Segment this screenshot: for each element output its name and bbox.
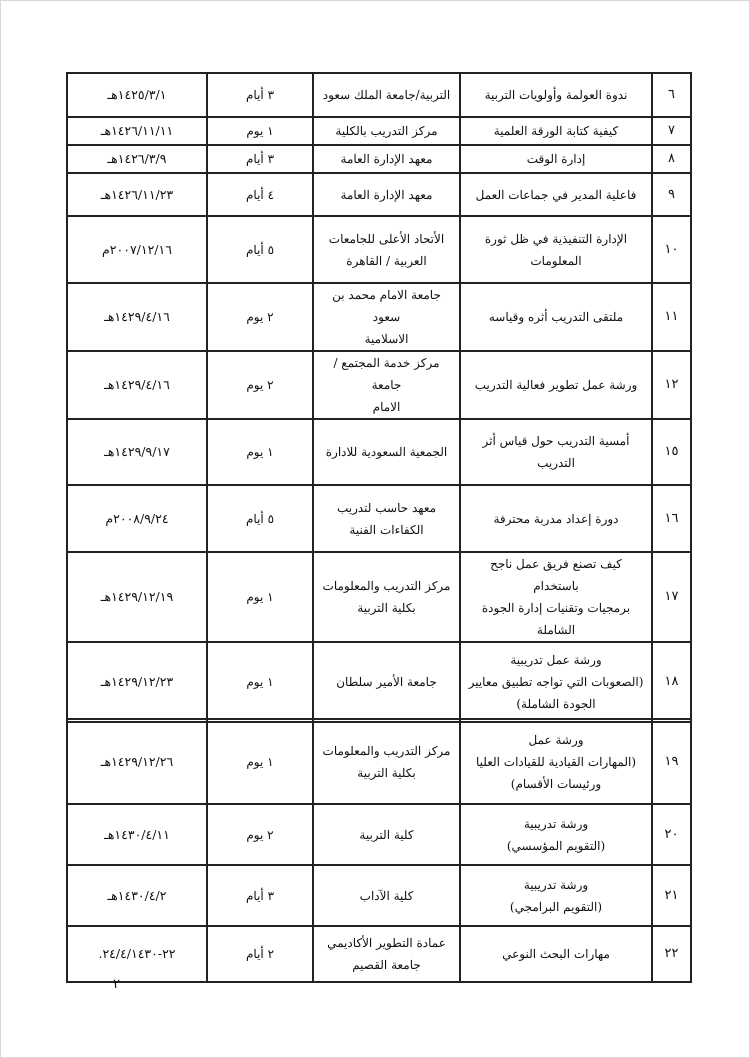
row-number-cell: ٢٠ bbox=[652, 804, 691, 865]
table-row bbox=[67, 145, 691, 173]
table-row bbox=[67, 865, 691, 926]
date-cell: ١٤٢٥/٣/١هـ bbox=[67, 73, 207, 117]
course-name-cell-line: ورشة عمل تدريبية bbox=[510, 653, 602, 667]
organizer-cell bbox=[313, 552, 460, 642]
table-row bbox=[67, 173, 691, 216]
date-cell: ٢٠٠٨/٩/٢٤م bbox=[67, 485, 207, 552]
organizer-cell bbox=[313, 145, 460, 173]
courses-table-1 bbox=[66, 72, 692, 723]
row-number-cell: ٦ bbox=[652, 73, 691, 117]
organizer-cell bbox=[313, 73, 460, 117]
table-body bbox=[67, 719, 691, 982]
duration-cell: ١ يوم bbox=[207, 642, 313, 722]
course-name-cell bbox=[460, 351, 652, 419]
table-body bbox=[67, 73, 691, 722]
duration-cell: ٤ أيام bbox=[207, 173, 313, 216]
table-row bbox=[67, 283, 691, 351]
date-cell: ٢٠٠٧/١٢/١٦م bbox=[67, 216, 207, 283]
course-name-cell-line: ورشة عمل bbox=[528, 732, 584, 747]
date-cell: ١٤٢٩/١٢/٢٣هـ bbox=[67, 642, 207, 722]
table-row bbox=[67, 719, 691, 804]
organizer-cell-line: الاسلامية bbox=[364, 332, 409, 346]
organizer-cell-line: كلية الآداب bbox=[359, 888, 414, 903]
duration-cell: ٣ أيام bbox=[207, 145, 313, 173]
course-name-cell bbox=[460, 117, 652, 145]
row-number-cell: ١٦ bbox=[652, 485, 691, 552]
course-name-cell-line: برمجيات وتقنيات إدارة الجودة الشاملة bbox=[481, 601, 631, 637]
date-cell: ١٤٢٩/٤/١٦هـ bbox=[67, 351, 207, 419]
course-name-cell bbox=[460, 804, 652, 865]
organizer-cell bbox=[313, 642, 460, 722]
table-row bbox=[67, 117, 691, 145]
organizer-cell-line: معهد الإدارة العامة bbox=[340, 187, 433, 202]
organizer-cell-line: الامام bbox=[372, 400, 401, 414]
organizer-cell bbox=[313, 719, 460, 804]
course-name-cell-line: (الصعوبات التي تواجه تطبيق معايير bbox=[468, 675, 644, 689]
course-name-cell-line: كيفية كتابة الورقة العلمية bbox=[493, 124, 619, 138]
organizer-cell bbox=[313, 865, 460, 926]
row-number-cell: ١٧ bbox=[652, 552, 691, 642]
organizer-cell-line: العربية / القاهرة bbox=[346, 253, 427, 268]
duration-cell: ١ يوم bbox=[207, 719, 313, 804]
duration-cell: ١ يوم bbox=[207, 117, 313, 145]
course-name-cell-line: إدارة الوقت bbox=[526, 152, 586, 166]
course-name-cell-line: (المهارات القيادية للقيادات العليا bbox=[475, 754, 637, 769]
organizer-cell bbox=[313, 926, 460, 982]
course-name-cell bbox=[460, 552, 652, 642]
organizer-cell bbox=[313, 173, 460, 216]
course-name-cell-line: الإدارة التنفيذية في ظل ثورة المعلومات bbox=[484, 231, 628, 268]
table-row bbox=[67, 552, 691, 642]
organizer-cell-line: مركز خدمة المجتمع /جامعة bbox=[333, 356, 440, 392]
row-number-cell: ٧ bbox=[652, 117, 691, 145]
course-name-cell-line: (التقويم المؤسسي) bbox=[506, 838, 606, 853]
date-cell: ١٤٢٩/٤/١٦هـ bbox=[67, 283, 207, 351]
date-cell: ١٤٢٦/٣/٩هـ bbox=[67, 145, 207, 173]
date-cell: ١٤٢٦/١١/١١هـ bbox=[67, 117, 207, 145]
course-name-cell-line: ورشة تدريبية bbox=[523, 877, 589, 892]
organizer-cell-line: بكلية التربية bbox=[357, 601, 416, 615]
organizer-cell-line: الأتحاد الأعلى للجامعات bbox=[328, 231, 445, 246]
table-row bbox=[67, 642, 691, 722]
row-number-cell: ٩ bbox=[652, 173, 691, 216]
duration-cell: ١ يوم bbox=[207, 552, 313, 642]
row-number-cell: ١٥ bbox=[652, 419, 691, 485]
organizer-cell bbox=[313, 804, 460, 865]
course-name-cell-line: الجودة الشاملة) bbox=[516, 697, 596, 711]
course-name-cell bbox=[460, 283, 652, 351]
course-name-cell-line: (التقويم البرامجي) bbox=[509, 899, 603, 914]
row-number-cell: ١٠ bbox=[652, 216, 691, 283]
organizer-cell-line: معهد الإدارة العامة bbox=[340, 152, 433, 166]
organizer-cell-line: التربية/جامعة الملك سعود bbox=[322, 88, 451, 102]
organizer-cell bbox=[313, 216, 460, 283]
course-name-cell-line: أمسية التدريب حول قياس أثر التدريب bbox=[482, 434, 630, 470]
page-number: ٢ bbox=[113, 977, 120, 992]
table-row bbox=[67, 485, 691, 552]
row-number-cell: ١٩ bbox=[652, 719, 691, 804]
row-number-cell: ١٨ bbox=[652, 642, 691, 722]
organizer-cell bbox=[313, 283, 460, 351]
duration-cell: ٢ أيام bbox=[207, 926, 313, 982]
duration-cell: ٥ أيام bbox=[207, 485, 313, 552]
organizer-cell bbox=[313, 117, 460, 145]
course-name-cell bbox=[460, 73, 652, 117]
organizer-cell bbox=[313, 351, 460, 419]
organizer-cell-line: الجمعية السعودية للادارة bbox=[325, 445, 448, 459]
duration-cell: ٥ أيام bbox=[207, 216, 313, 283]
course-name-cell bbox=[460, 216, 652, 283]
course-name-cell-line: كيف تصنع فريق عمل ناجح باستخدام bbox=[490, 557, 622, 593]
duration-cell: ٢ يوم bbox=[207, 804, 313, 865]
course-name-cell-line: دورة إعداد مدربة محترفة bbox=[493, 511, 619, 526]
course-name-cell bbox=[460, 485, 652, 552]
course-name-cell-line: مهارات البحث النوعي bbox=[502, 947, 610, 961]
organizer-cell-line: الكفاءات الفنية bbox=[349, 522, 424, 537]
date-cell: ٢٢-٢٤/٤/١٤٣٠. bbox=[67, 926, 207, 982]
duration-cell: ١ يوم bbox=[207, 419, 313, 485]
duration-cell: ٢ يوم bbox=[207, 351, 313, 419]
course-name-cell-line: ندوة العولمة وأولويات التربية bbox=[484, 88, 628, 102]
table-row bbox=[67, 216, 691, 283]
row-number-cell: ٢١ bbox=[652, 865, 691, 926]
organizer-cell-line: مركز التدريب والمعلومات bbox=[322, 579, 451, 593]
date-cell: ١٤٢٩/١٢/١٩هـ bbox=[67, 552, 207, 642]
organizer-cell-line: مركز التدريب بالكلية bbox=[335, 124, 438, 138]
row-number-cell: ٨ bbox=[652, 145, 691, 173]
course-name-cell bbox=[460, 419, 652, 485]
organizer-cell-line: جامعة الأمير سلطان bbox=[336, 675, 437, 689]
course-name-cell-line: ورئيسات الأقسام) bbox=[510, 776, 602, 791]
organizer-cell bbox=[313, 485, 460, 552]
organizer-cell-line: معهد حاسب لتدريب bbox=[336, 500, 437, 515]
course-name-cell-line: ورشة تدريبية bbox=[523, 816, 589, 831]
date-cell: ١٤٣٠/٤/١١هـ bbox=[67, 804, 207, 865]
organizer-cell-line: بكلية التربية bbox=[357, 765, 416, 780]
duration-cell: ٣ أيام bbox=[207, 73, 313, 117]
course-name-cell bbox=[460, 145, 652, 173]
date-cell: ١٤٢٩/٩/١٧هـ bbox=[67, 419, 207, 485]
course-name-cell bbox=[460, 865, 652, 926]
organizer-cell bbox=[313, 419, 460, 485]
duration-cell: ٣ أيام bbox=[207, 865, 313, 926]
table-row bbox=[67, 419, 691, 485]
course-name-cell bbox=[460, 926, 652, 982]
row-number-cell: ١١ bbox=[652, 283, 691, 351]
course-name-cell-line: فاعلية المدير في جماعات العمل bbox=[475, 187, 637, 202]
table-row bbox=[67, 73, 691, 117]
row-number-cell: ٢٢ bbox=[652, 926, 691, 982]
course-name-cell bbox=[460, 173, 652, 216]
course-name-cell-line: ورشة عمل تطوير فعالية التدريب bbox=[474, 378, 638, 392]
organizer-cell-line: عمادة التطوير الأكاديمي bbox=[327, 936, 446, 950]
date-cell: ١٤٣٠/٤/٢هـ bbox=[67, 865, 207, 926]
organizer-cell-line: مركز التدريب والمعلومات bbox=[322, 743, 451, 758]
date-cell: ١٤٢٦/١١/٢٣هـ bbox=[67, 173, 207, 216]
course-name-cell bbox=[460, 719, 652, 804]
duration-cell: ٢ يوم bbox=[207, 283, 313, 351]
row-number-cell: ١٢ bbox=[652, 351, 691, 419]
table-row bbox=[67, 804, 691, 865]
organizer-cell-line: جامعة القصيم bbox=[352, 958, 421, 972]
organizer-cell-line: كلية التربية bbox=[359, 827, 414, 842]
organizer-cell-line: جامعة الامام محمد بن سعود bbox=[332, 288, 441, 324]
table-row bbox=[67, 351, 691, 419]
courses-table-2 bbox=[66, 718, 692, 983]
date-cell: ١٤٢٩/١٢/٢٦هـ bbox=[67, 719, 207, 804]
course-name-cell bbox=[460, 642, 652, 722]
table-row bbox=[67, 926, 691, 982]
course-name-cell-line: ملتقى التدريب أثره وقياسه bbox=[488, 310, 624, 324]
